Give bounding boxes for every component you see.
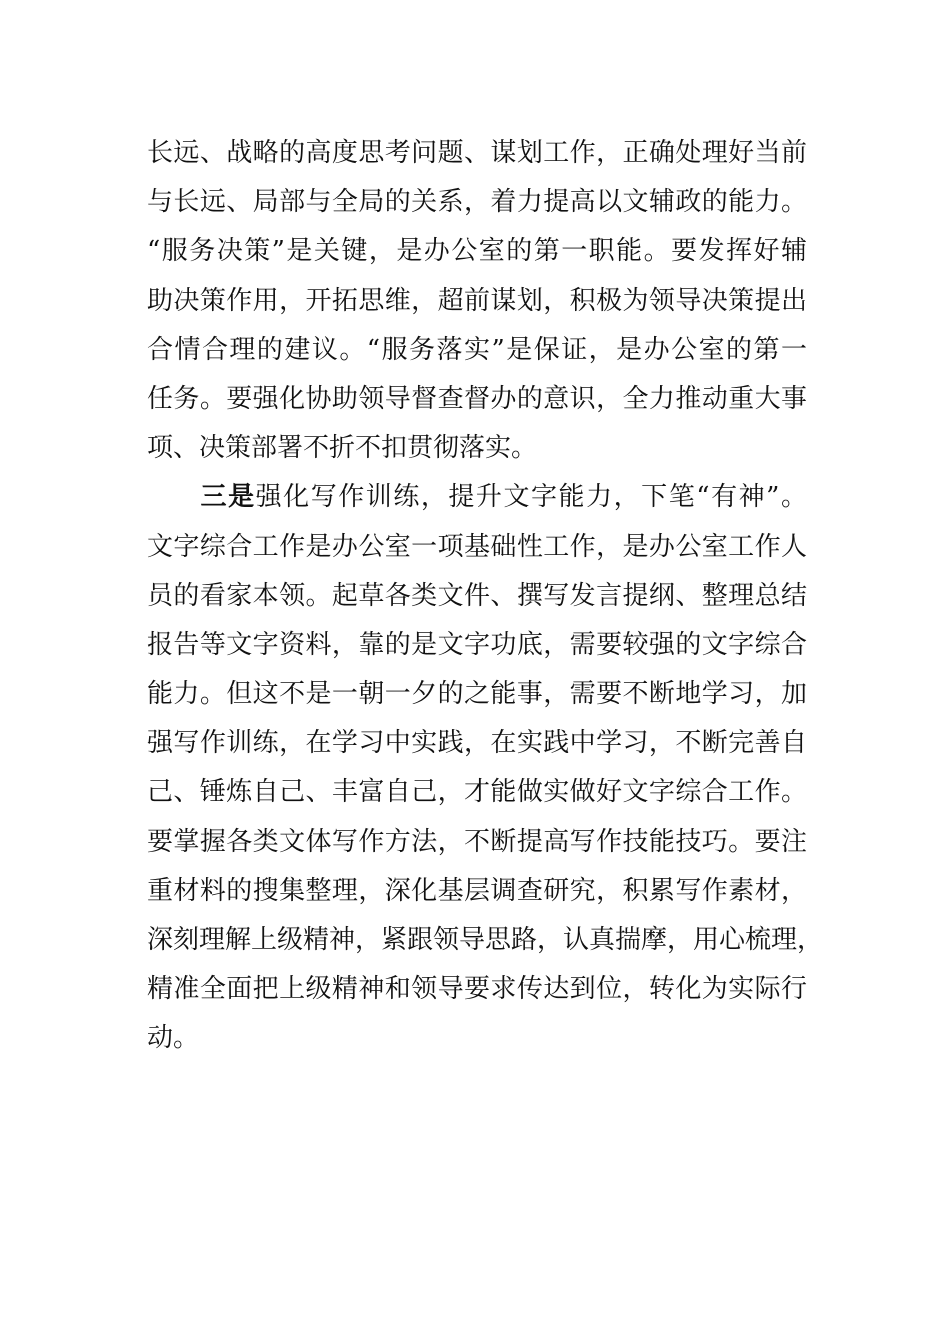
document-body xyxy=(147,129,824,1064)
paragraph-line: 动。 xyxy=(147,1023,200,1054)
paragraph-line: 己、锤炼自己、丰富自己，才能做实做好文字综合工作。 xyxy=(147,777,807,808)
paragraph-line: 合情合理的建议。“服务落实”是保证，是办公室的第一 xyxy=(147,334,807,365)
paragraph-line: 强写作训练，在学习中实践，在实践中学习，不断完善自 xyxy=(147,728,807,759)
paragraph-line: 长远、战略的高度思考问题、谋划工作，正确处理好当前 xyxy=(147,138,807,168)
paragraph-line: 文字综合工作是办公室一项基础性工作，是办公室工作人 xyxy=(147,531,807,562)
paragraph-line: “服务决策”是关键，是办公室的第一职能。要发挥好辅 xyxy=(147,236,807,267)
paragraph-line: 深刻理解上级精神，紧跟领导思路，认真揣摩，用心梳理， xyxy=(147,925,824,955)
paragraph-lead-heading: 三是 xyxy=(199,482,256,513)
paragraph-line: 助决策作用，开拓思维，超前谋划，积极为领导决策提出 xyxy=(147,285,807,316)
paragraph-1 xyxy=(147,129,807,473)
paragraph-line: 重材料的搜集整理，深化基层调查研究，积累写作素材， xyxy=(147,875,807,906)
paragraph-2 xyxy=(147,473,824,1063)
paragraph-line: 能力。但这不是一朝一夕的之能事，需要不断地学习，加 xyxy=(147,679,807,710)
paragraph-line: 与长远、局部与全局的关系，着力提高以文辅政的能力。 xyxy=(147,187,807,218)
paragraph-line: 员的看家本领。起草各类文件、撰写发言提纲、整理总结 xyxy=(147,580,807,611)
paragraph-first-line xyxy=(147,473,807,522)
paragraph-line: 报告等文字资料，靠的是文字功底，需要较强的文字综合 xyxy=(147,629,807,660)
paragraph-line: 要掌握各类文体写作方法，不断提高写作技能技巧。要注 xyxy=(147,826,807,857)
paragraph-line: 项、决策部署不折不扣贯彻落实。 xyxy=(147,433,538,464)
paragraph-line: 任务。要强化协助领导督查督办的意识，全力推动重大事 xyxy=(147,383,807,414)
paragraph-line: 精准全面把上级精神和领导要求传达到位，转化为实际行 xyxy=(147,974,807,1005)
paragraph-first-line-text: 强化写作训练，提升文字能力，下笔“有神”。 xyxy=(255,482,807,513)
